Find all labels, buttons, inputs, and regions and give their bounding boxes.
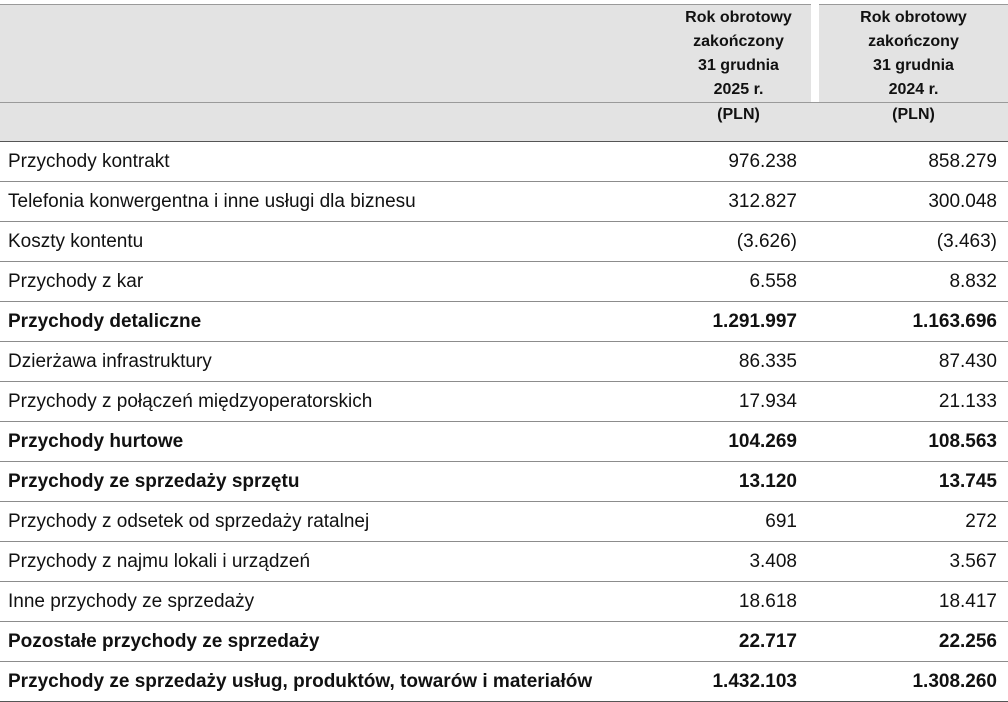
- row-label: Koszty kontentu: [0, 222, 666, 262]
- row-label: Telefonia konwergentna i inne usługi dla biznesu: [0, 182, 666, 222]
- row-label: Przychody ze sprzedaży usług, produktów, towarów i materiałów: [0, 662, 666, 702]
- header-2024-line: 2024 r.: [888, 81, 939, 98]
- row-value-2025: 312.827: [666, 182, 811, 222]
- row-value-2024: 3.567: [819, 542, 1008, 582]
- table-row: [0, 622, 1008, 662]
- row-spacer: [811, 222, 819, 262]
- row-spacer: [811, 662, 819, 702]
- header-2025-line: 2025 r.: [713, 81, 764, 98]
- table-row: [0, 502, 1008, 542]
- row-value-2024: 300.048: [819, 182, 1008, 222]
- row-value-2025: 3.408: [666, 542, 811, 582]
- table-row: [0, 262, 1008, 302]
- row-value-2025: 17.934: [666, 382, 811, 422]
- row-spacer: [811, 262, 819, 302]
- row-value-2025: (3.626): [666, 222, 811, 262]
- row-label: Dzierżawa infrastruktury: [0, 342, 666, 382]
- header-separator: [811, 5, 819, 103]
- row-label: Przychody ze sprzedaży sprzętu: [0, 462, 666, 502]
- row-label: Przychody kontrakt: [0, 142, 666, 182]
- row-spacer: [811, 542, 819, 582]
- row-spacer: [811, 182, 819, 222]
- row-label: Przychody z odsetek od sprzedaży ratalnej: [0, 502, 666, 542]
- row-label: Przychody detaliczne: [0, 302, 666, 342]
- row-value-2025: 18.618: [666, 582, 811, 622]
- row-value-2025: 13.120: [666, 462, 811, 502]
- header-2025-line: zakończony: [693, 33, 784, 50]
- row-value-2024: 8.832: [819, 262, 1008, 302]
- header-2024-line: zakończony: [868, 33, 959, 50]
- table-row: [0, 662, 1008, 702]
- row-spacer: [811, 342, 819, 382]
- header-2024-unit: (PLN): [819, 103, 1008, 142]
- table-body: [0, 142, 1008, 702]
- row-value-2024: 13.745: [819, 462, 1008, 502]
- table-row: [0, 222, 1008, 262]
- header-2025-unit: (PLN): [666, 103, 811, 142]
- table-row: [0, 142, 1008, 182]
- header-separator: [811, 103, 819, 142]
- table-row: [0, 382, 1008, 422]
- table-row: [0, 342, 1008, 382]
- header-2024: [819, 5, 1008, 103]
- header-2025-line: 31 grudnia: [698, 57, 779, 74]
- row-value-2025: 6.558: [666, 262, 811, 302]
- row-spacer: [811, 582, 819, 622]
- row-value-2025: 86.335: [666, 342, 811, 382]
- row-spacer: [811, 622, 819, 662]
- row-value-2024: 18.417: [819, 582, 1008, 622]
- table-row: [0, 302, 1008, 342]
- header-label-cell: [0, 5, 666, 103]
- row-value-2024: 87.430: [819, 342, 1008, 382]
- row-label: Pozostałe przychody ze sprzedaży: [0, 622, 666, 662]
- row-spacer: [811, 422, 819, 462]
- row-label: Przychody z kar: [0, 262, 666, 302]
- header-2024-line: 31 grudnia: [873, 57, 954, 74]
- row-value-2024: 858.279: [819, 142, 1008, 182]
- revenue-table: [0, 4, 1008, 702]
- header-2025-line: Rok obrotowy: [685, 9, 792, 26]
- header-unit-label-cell: [0, 103, 666, 142]
- row-value-2024: 1.308.260: [819, 662, 1008, 702]
- row-spacer: [811, 142, 819, 182]
- row-value-2024: 21.133: [819, 382, 1008, 422]
- table-header: [0, 5, 1008, 142]
- row-label: Inne przychody ze sprzedaży: [0, 582, 666, 622]
- row-value-2025: 104.269: [666, 422, 811, 462]
- row-value-2024: 22.256: [819, 622, 1008, 662]
- row-value-2025: 1.291.997: [666, 302, 811, 342]
- row-value-2025: 22.717: [666, 622, 811, 662]
- row-spacer: [811, 302, 819, 342]
- table-row: [0, 542, 1008, 582]
- row-label: Przychody hurtowe: [0, 422, 666, 462]
- table-row: [0, 182, 1008, 222]
- row-value-2024: 108.563: [819, 422, 1008, 462]
- row-value-2024: 272: [819, 502, 1008, 542]
- row-value-2024: 1.163.696: [819, 302, 1008, 342]
- row-spacer: [811, 462, 819, 502]
- row-spacer: [811, 502, 819, 542]
- header-2024-line: Rok obrotowy: [860, 9, 967, 26]
- row-value-2025: 691: [666, 502, 811, 542]
- row-label: Przychody z połączeń międzyoperatorskich: [0, 382, 666, 422]
- table-row: [0, 422, 1008, 462]
- row-label: Przychody z najmu lokali i urządzeń: [0, 542, 666, 582]
- row-value-2025: 976.238: [666, 142, 811, 182]
- row-spacer: [811, 382, 819, 422]
- row-value-2024: (3.463): [819, 222, 1008, 262]
- table-row: [0, 582, 1008, 622]
- header-2025: [666, 5, 811, 103]
- row-value-2025: 1.432.103: [666, 662, 811, 702]
- table-row: [0, 462, 1008, 502]
